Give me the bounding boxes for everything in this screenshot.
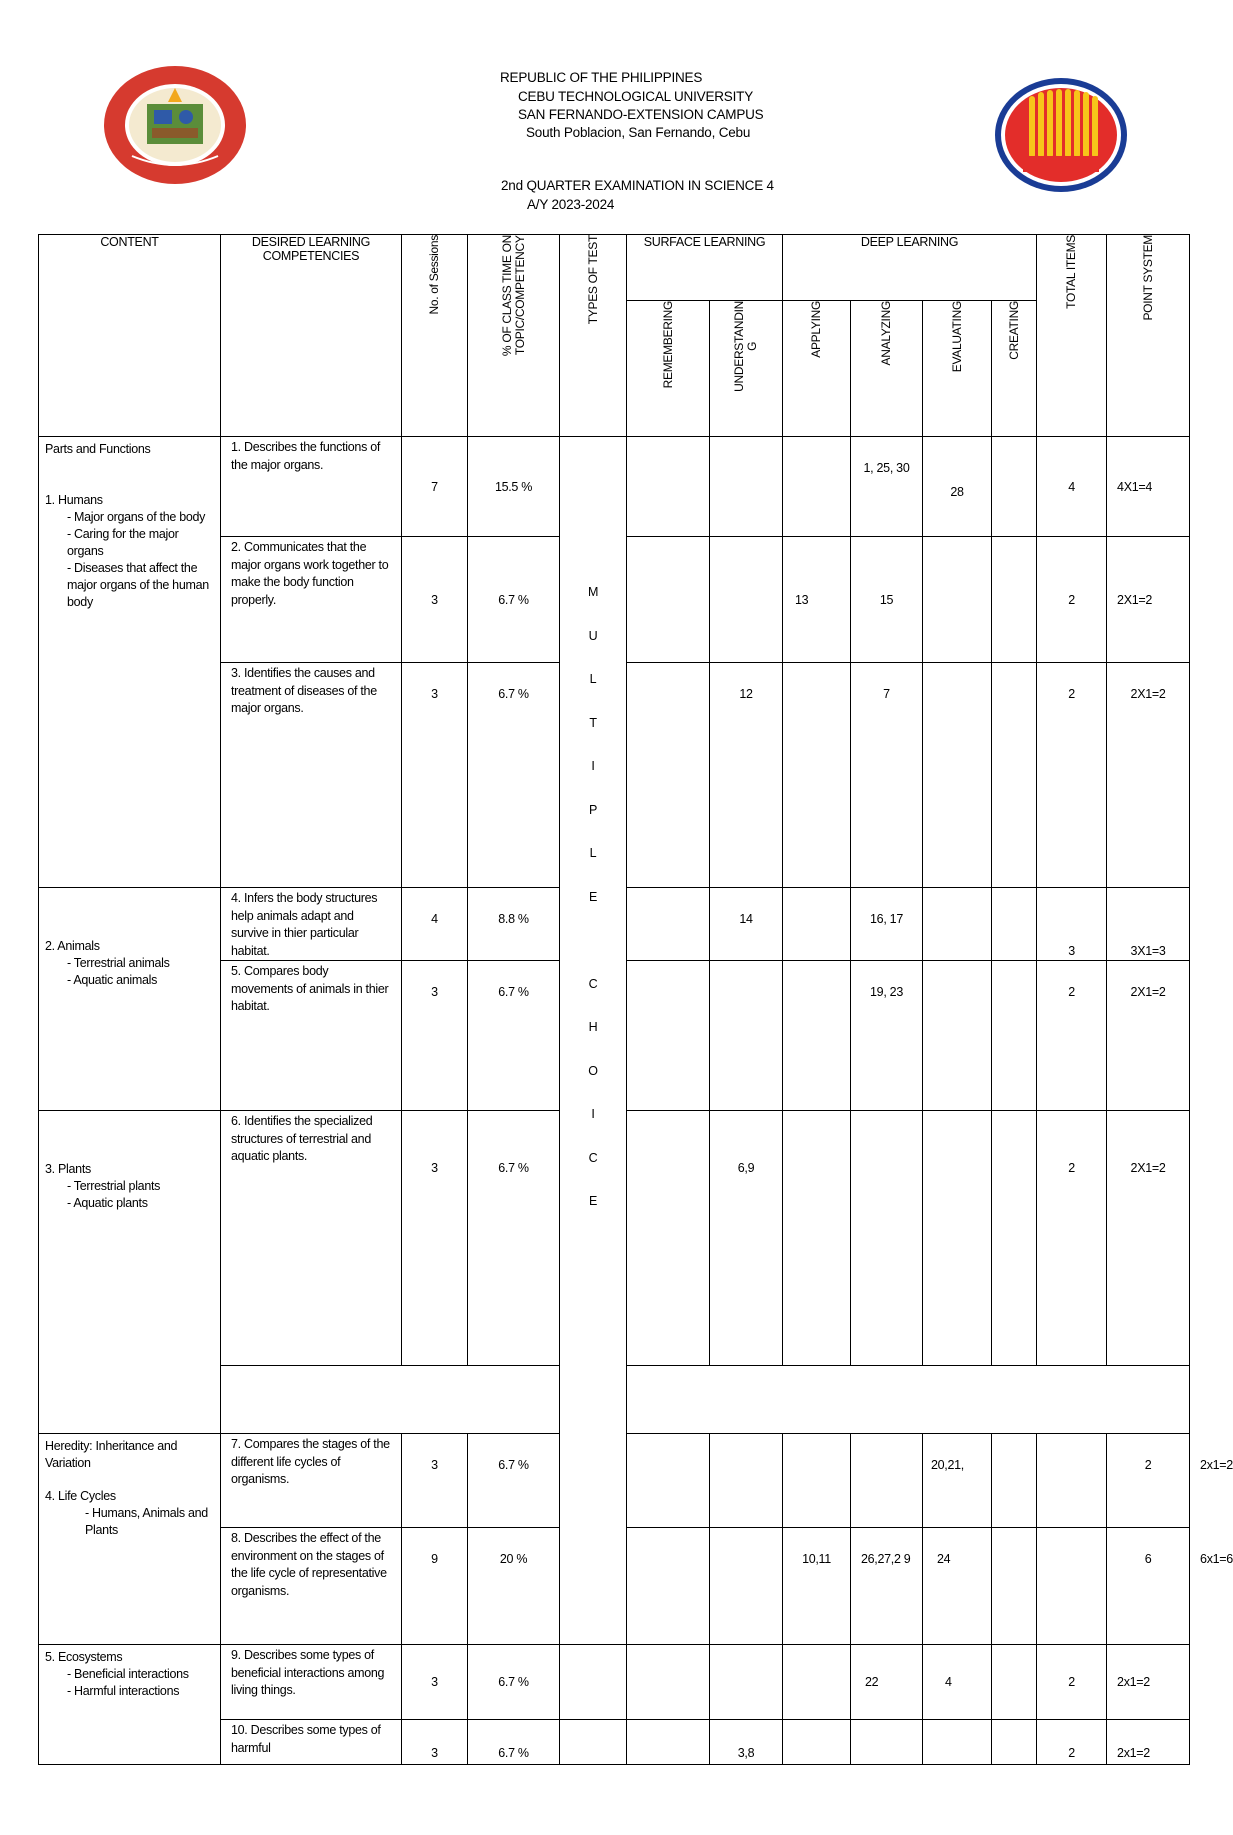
pct-cell: 6.7 % [468, 1720, 560, 1765]
points-cell: 2X1=2 [1107, 537, 1190, 663]
creating-cell [992, 1111, 1037, 1366]
test-type-letter: C [588, 1150, 598, 1165]
sessions-cell: 3 [402, 1720, 468, 1765]
sessions-cell: 3 [402, 663, 468, 888]
applying-cell: 26,27,2 9 [851, 1528, 923, 1645]
asean-logo [993, 76, 1129, 194]
competency-6: 6. Identifies the specialized structures of terrestrial and aquatic plants. [221, 1111, 402, 1366]
col-point-system: POINT SYSTEM [1107, 235, 1190, 437]
content-plants: 3. Plants - Terrestrial plants - Aquatic plants [39, 1111, 221, 1434]
sessions-cell: 3 [402, 961, 468, 1111]
understanding-cell [783, 1434, 851, 1528]
table-row [39, 1645, 1190, 1720]
test-type-letter: I [591, 759, 595, 773]
competency-7: 7. Compares the stages of the different life cycles of organisms. [221, 1434, 402, 1528]
header-line-address: South Poblacion, San Fernando, Cebu [526, 125, 751, 140]
document-header [0, 0, 1200, 230]
competency-4: 4. Infers the body structures help animals adapt and survive in thier particular habitat. [221, 888, 402, 961]
table-row: 8. Describes the effect of the environment on the stages of the life cycle of representative organisms. 9 20 % 10,11 26,27,2 9 24 6 6x1=6 [39, 1528, 1190, 1645]
points-cell: 2X1=2 [1107, 961, 1190, 1111]
test-type-letter: O [588, 1063, 598, 1078]
test-type-letter: L [589, 846, 597, 860]
content-life-cycles: Heredity: Inheritance and Variation 4. Life Cycles - Humans, Animals and Plants [39, 1434, 221, 1645]
points-cell: 2x1=2 [1107, 1645, 1190, 1720]
header-line-campus: SAN FERNANDO-EXTENSION CAMPUS [518, 107, 764, 122]
understanding-cell [710, 437, 783, 537]
test-type-letter: I [591, 1107, 595, 1121]
total-cell: 2 [1037, 1645, 1107, 1720]
analyzing-cell: 1, 25, 30 [851, 437, 923, 537]
understanding-cell: 3,8 [710, 1720, 783, 1765]
points-cell: 3X1=3 [1107, 888, 1190, 961]
competency-10: 10. Describes some types of harmful [221, 1720, 402, 1765]
competency-5: 5. Compares body movements of animals in thier habitat. [221, 961, 402, 1111]
creating-cell [1037, 1528, 1107, 1645]
content-ecosystems: 5. Ecosystems - Beneficial interactions - Harmful interactions [39, 1645, 221, 1765]
col-total-items: TOTAL ITEMS [1037, 235, 1107, 437]
test-type-letter: H [588, 1020, 598, 1034]
col-evaluating: EVALUATING [923, 301, 992, 437]
creating-cell [992, 1720, 1037, 1765]
understanding-cell [710, 537, 783, 663]
evaluating-cell [923, 1720, 992, 1765]
analyzing-cell: 7 [851, 663, 923, 888]
sessions-cell: 3 [402, 537, 468, 663]
content-animals: 2. Animals - Terrestrial animals - Aquatic animals [39, 888, 221, 1111]
analyzing-cell: 24 [923, 1528, 992, 1645]
points-cell: 4X1=4 [1107, 437, 1190, 537]
content-humans: Parts and Functions 1. Humans - Major organs of the body - Caring for the major organs - Diseases that affect the major organs of the human body [39, 437, 221, 888]
total-cell: 2 [1037, 961, 1107, 1111]
table-of-specifications [38, 234, 1233, 1765]
col-creating: CREATING [992, 301, 1037, 437]
total-cell: 2 [1037, 1720, 1107, 1765]
evaluating-cell: 28 [923, 437, 992, 537]
remembering-cell [627, 888, 710, 961]
col-class-time: % OF CLASS TIME ON TOPIC/COMPETENCY [468, 235, 560, 437]
evaluating-cell: 4 [923, 1645, 992, 1720]
understanding-cell: 12 [710, 663, 783, 888]
applying-cell [783, 1645, 851, 1720]
analyzing-cell: 20,21, [923, 1434, 992, 1528]
competency-2: 2. Communicates that the major organs work together to make the body function properly. [221, 537, 402, 663]
test-type-letter: C [588, 976, 598, 991]
pct-cell: 6.7 % [468, 1434, 560, 1528]
analyzing-cell: 22 [851, 1645, 923, 1720]
total-cell: 2 [1037, 1111, 1107, 1366]
creating-cell [992, 888, 1037, 961]
remembering-cell [627, 537, 710, 663]
analyzing-cell: 16, 17 [851, 888, 923, 961]
analyzing-cell: 15 [851, 537, 923, 663]
total-cell: 4 [1037, 437, 1107, 537]
table-row: Heredity: Inheritance and Variation 4. Life Cycles - Humans, Animals and Plants 7. Compares the stages of the different life cycles of organisms. 3 6.7 % 20,21, 2 2x1=2 [39, 1434, 1190, 1528]
total-cell: 2 [1037, 663, 1107, 888]
col-deep-learning: DEEP LEARNING [783, 235, 1037, 301]
evaluating-cell [923, 537, 992, 663]
evaluating-cell [923, 1111, 992, 1366]
types-cell [560, 1720, 627, 1765]
creating-cell [992, 437, 1037, 537]
pct-cell: 6.7 % [468, 537, 560, 663]
applying-cell [851, 1434, 923, 1528]
evaluating-cell [923, 961, 992, 1111]
remembering-cell [627, 961, 710, 1111]
test-type-multiple-choice [560, 437, 627, 1645]
understanding-cell: 14 [710, 888, 783, 961]
col-sessions: No. of Sessions [402, 235, 468, 437]
evaluating-cell [992, 1434, 1037, 1528]
test-type-letter: T [589, 715, 597, 730]
total-cell: 3 [1037, 888, 1107, 961]
points-cell: 2X1=2 [1107, 1111, 1190, 1366]
academic-year: A/Y 2023-2024 [527, 197, 615, 212]
sessions-cell: 3 [402, 1434, 468, 1528]
applying-cell [783, 1720, 851, 1765]
ctu-seal-logo [102, 64, 248, 186]
competency-8: 8. Describes the effect of the environment on the stages of the life cycle of representative organisms. [221, 1528, 402, 1645]
points-cell: 2X1=2 [1107, 663, 1190, 888]
remembering-cell [627, 1645, 710, 1720]
applying-cell [783, 1111, 851, 1366]
creating-cell [992, 1645, 1037, 1720]
total-cell: 2 [1037, 537, 1107, 663]
test-type-letter: M [587, 585, 599, 599]
pct-cell: 15.5 % [468, 437, 560, 537]
total-cell: 6 [1107, 1528, 1190, 1645]
analyzing-cell [851, 1111, 923, 1366]
sessions-cell: 3 [402, 1111, 468, 1366]
pct-cell: 8.8 % [468, 888, 560, 961]
total-cell: 2 [1107, 1434, 1190, 1528]
sessions-cell: 4 [402, 888, 468, 961]
understanding-cell [710, 961, 783, 1111]
competency-3: 3. Identifies the causes and treatment of diseases of the major organs. [221, 663, 402, 888]
analyzing-cell: 19, 23 [851, 961, 923, 1111]
col-analyzing: ANALYZING [851, 301, 923, 437]
header-line-republic: REPUBLIC OF THE PHILIPPINES [500, 70, 703, 85]
evaluating-cell [992, 1528, 1037, 1645]
types-cell [560, 1645, 627, 1720]
pct-cell: 6.7 % [468, 663, 560, 888]
col-applying: APPLYING [783, 301, 851, 437]
pct-cell: 20 % [468, 1528, 560, 1645]
creating-cell [992, 961, 1037, 1111]
analyzing-cell [851, 1720, 923, 1765]
test-type-letter: L [589, 672, 597, 686]
evaluating-cell [923, 663, 992, 888]
types-cell [627, 1528, 710, 1645]
table-row [39, 437, 1190, 537]
sessions-cell: 7 [402, 437, 468, 537]
remembering-cell [627, 1720, 710, 1765]
test-type-letter: P [588, 802, 598, 817]
pct-cell: 6.7 % [468, 1111, 560, 1366]
creating-cell [992, 537, 1037, 663]
applying-cell [783, 961, 851, 1111]
col-competencies: DESIRED LEARNING COMPETENCIES [221, 235, 402, 437]
col-surface-learning: SURFACE LEARNING [627, 235, 783, 301]
understanding-cell: 6,9 [710, 1111, 783, 1366]
col-remembering: REMEMBERING [627, 301, 710, 437]
understanding-cell: 10,11 [783, 1528, 851, 1645]
evaluating-cell [923, 888, 992, 961]
test-type-letter: E [588, 1194, 598, 1208]
creating-cell [992, 663, 1037, 888]
competency-1: 1. Describes the functions of the major organs. [221, 437, 402, 537]
competency-9: 9. Describes some types of beneficial interactions among living things. [221, 1645, 402, 1720]
applying-cell [783, 663, 851, 888]
exam-title: 2nd QUARTER EXAMINATION IN SCIENCE 4 [501, 178, 774, 193]
remembering-cell [627, 437, 710, 537]
creating-cell [1037, 1434, 1107, 1528]
test-type-letter: U [588, 628, 598, 643]
test-type-letter: E [588, 889, 598, 904]
sessions-cell: 9 [402, 1528, 468, 1645]
applying-cell [783, 437, 851, 537]
test-type-letter [560, 933, 626, 977]
remembering-cell [710, 1434, 783, 1528]
pct-cell: 6.7 % [468, 1645, 560, 1720]
remembering-cell [627, 1111, 710, 1366]
applying-cell [783, 888, 851, 961]
types-cell [627, 1434, 710, 1528]
understanding-cell [710, 1645, 783, 1720]
col-content: CONTENT [39, 235, 221, 437]
applying-cell: 13 [783, 537, 851, 663]
sessions-cell: 3 [402, 1645, 468, 1720]
pct-cell: 6.7 % [468, 961, 560, 1111]
remembering-cell [627, 663, 710, 888]
col-types-of-test: TYPES OF TEST [560, 235, 627, 437]
col-understanding: UNDERSTANDIN G [710, 301, 783, 437]
remembering-cell [710, 1528, 783, 1645]
header-line-university: CEBU TECHNOLOGICAL UNIVERSITY [518, 89, 753, 104]
points-cell: 2x1=2 [1107, 1720, 1190, 1765]
